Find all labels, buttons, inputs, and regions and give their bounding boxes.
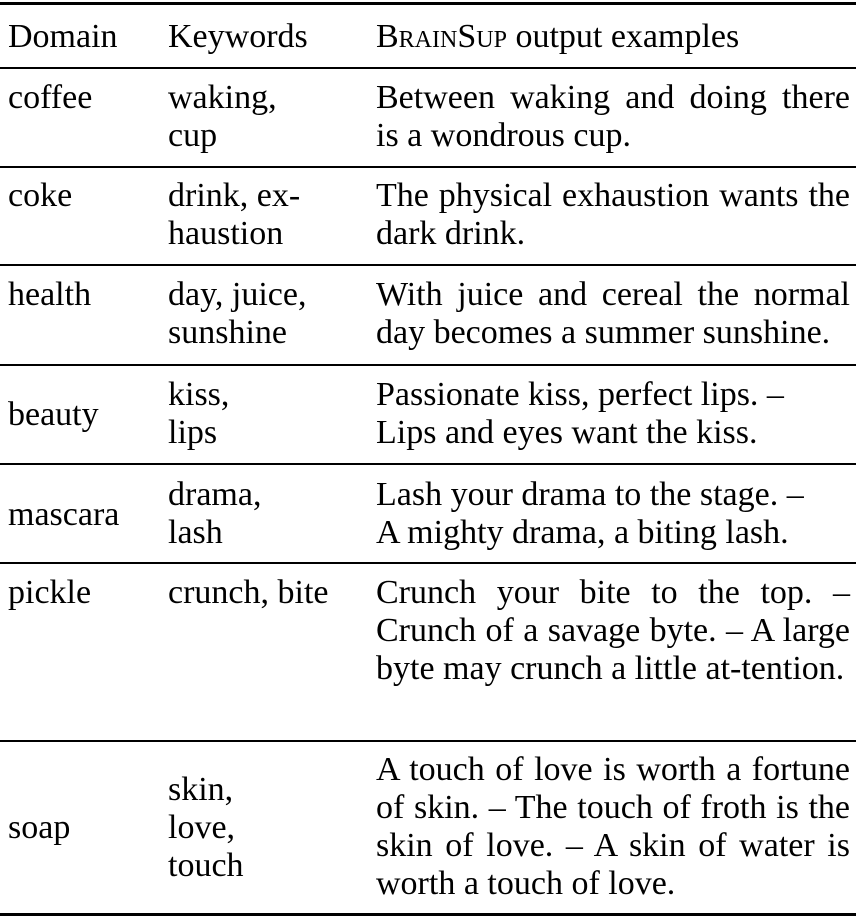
- row-mascara-keywords: drama, lash: [168, 476, 262, 551]
- row-coffee-keywords: waking, cup: [168, 79, 277, 154]
- row-rule: [0, 562, 856, 564]
- header-domain: Domain: [8, 18, 118, 55]
- row-health-output: With juice and cereal the normal day becomes a summer sunshine.: [376, 276, 850, 351]
- row-mascara-output: Lash your drama to the stage. – A mighty drama, a biting lash.: [376, 476, 804, 551]
- row-coffee-output: Between waking and doing there is a wondrous cup.: [376, 79, 850, 154]
- row-pickle-keywords: crunch, bite: [168, 574, 329, 611]
- table-bottom-rule: [0, 913, 856, 916]
- row-coffee-domain: coffee: [8, 79, 93, 116]
- table-top-rule: [0, 2, 856, 5]
- brainsup-name: BrainSup: [376, 18, 507, 55]
- row-coke-keywords: drink, ex- haustion: [168, 177, 301, 252]
- row-pickle-output: Crunch your bite to the top. – Crunch of a savage byte. – A large byte may crunch a little at-tention.: [376, 574, 850, 687]
- row-rule: [0, 264, 856, 266]
- header-output-rest: output examples: [506, 18, 740, 55]
- row-beauty-keywords: kiss, lips: [168, 376, 230, 451]
- row-health-domain: health: [8, 276, 92, 313]
- row-soap-output: A touch of love is worth a fortune of skin. – The touch of froth is the skin of love. – A skin of water is worth a touch of love.: [376, 751, 850, 902]
- row-beauty-domain: beauty: [8, 396, 99, 433]
- row-rule: [0, 166, 856, 168]
- row-pickle-domain: pickle: [8, 574, 92, 611]
- header-keywords: Keywords: [168, 18, 308, 55]
- header-rule: [0, 67, 856, 69]
- row-rule: [0, 463, 856, 465]
- row-soap-domain: soap: [8, 809, 71, 846]
- header-output-examples: [376, 18, 850, 56]
- row-soap-keywords: skin, love, touch: [168, 771, 244, 884]
- row-rule: [0, 364, 856, 366]
- row-mascara-domain: mascara: [8, 496, 120, 533]
- row-rule: [0, 740, 856, 742]
- row-coke-output: The physical exhaustion wants the dark drink.: [376, 177, 850, 252]
- row-health-keywords: day, juice, sunshine: [168, 276, 307, 351]
- row-coke-domain: coke: [8, 177, 73, 214]
- row-beauty-output: Passionate kiss, perfect lips. – Lips and eyes want the kiss.: [376, 376, 784, 451]
